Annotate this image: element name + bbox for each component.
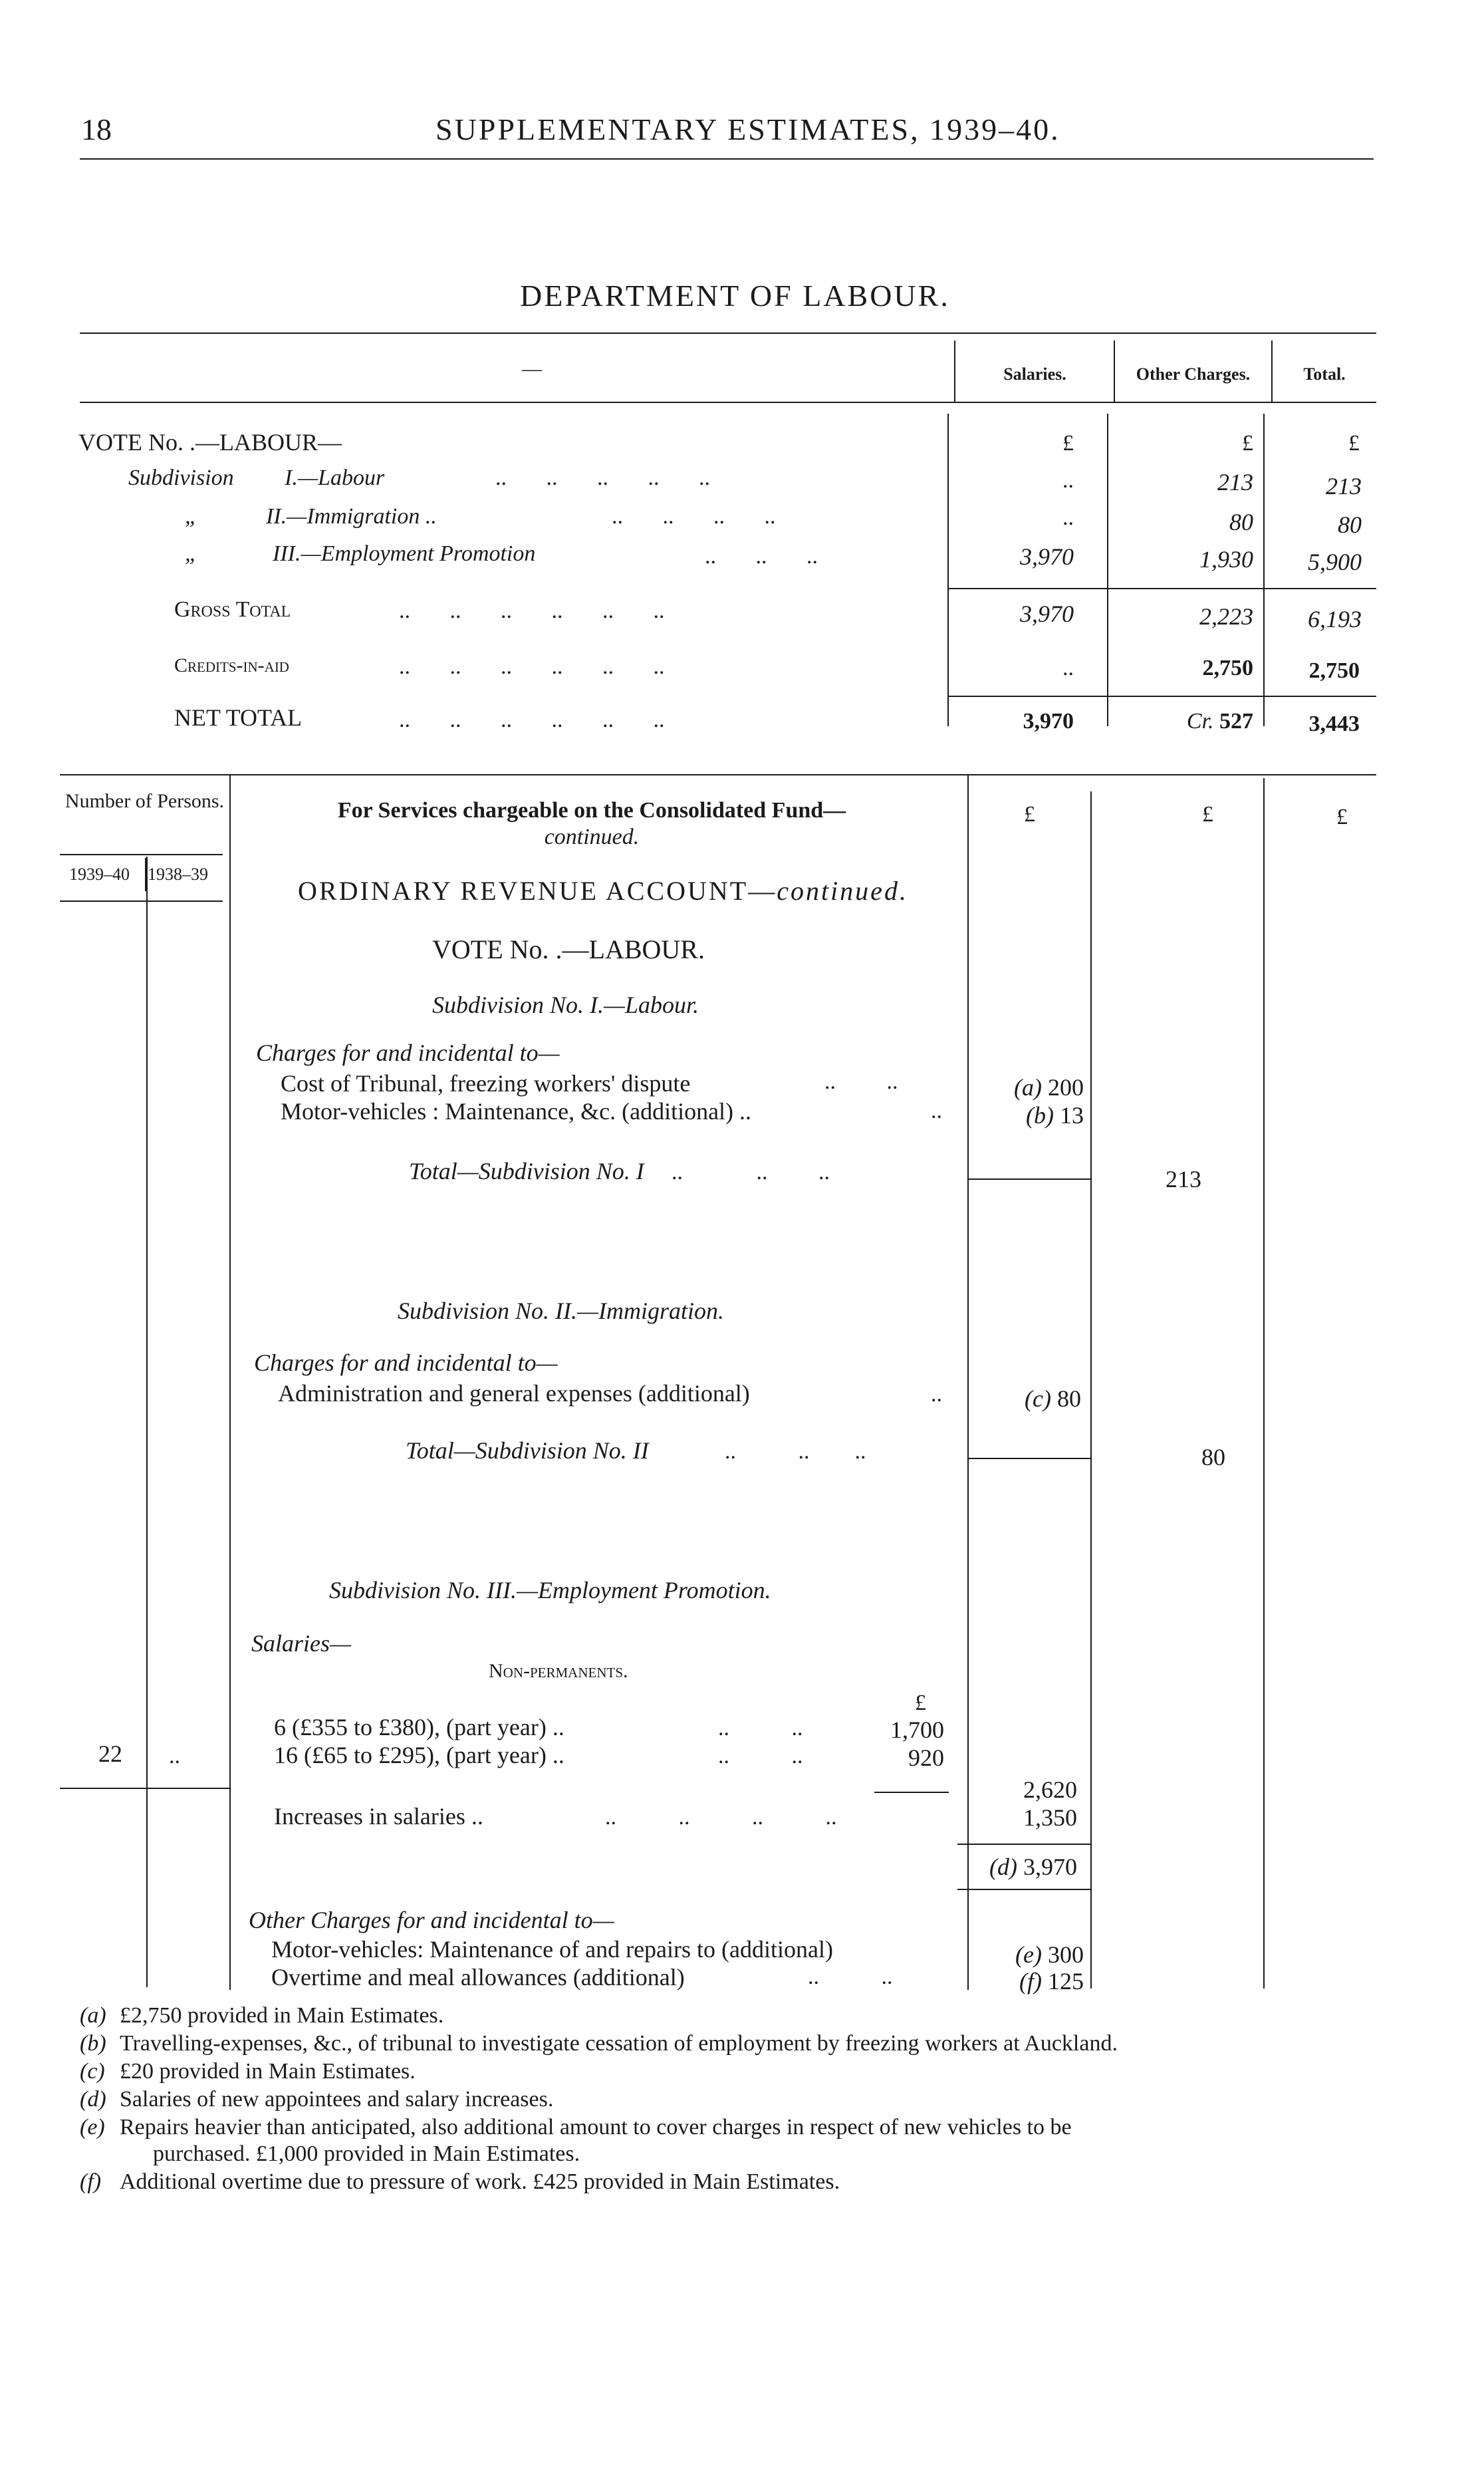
currency-symbol: £ bbox=[1242, 431, 1253, 456]
department-title: DEPARTMENT OF LABOUR. bbox=[520, 279, 950, 313]
summary-other-value: 213 bbox=[1217, 469, 1253, 495]
leader-dots: .. .. bbox=[808, 1965, 893, 1989]
summary-header-total: Total. bbox=[1303, 364, 1346, 384]
line-item-label: Cost of Tribunal, freezing workers' dispute bbox=[281, 1070, 691, 1097]
summary-vote-label: VOTE No. .—LABOUR— bbox=[78, 429, 342, 456]
currency-symbol: £ bbox=[1336, 805, 1348, 829]
gross-total-salaries: 3,970 bbox=[1020, 601, 1074, 627]
net-total-other-prefix: Cr. bbox=[1186, 709, 1214, 734]
non-permanents-heading: Non-permanents. bbox=[489, 1660, 628, 1682]
summary-header-blank: — bbox=[522, 358, 542, 380]
detail-top-rule bbox=[60, 774, 1376, 775]
net-total-label: NET TOTAL bbox=[174, 704, 303, 731]
gross-total-label: Gross Total bbox=[174, 597, 291, 622]
leader-dots: .. bbox=[931, 1099, 942, 1123]
footnote-mark: (d) bbox=[80, 2087, 106, 2112]
net-total-total: 3,443 bbox=[1308, 712, 1360, 736]
subdivision-2-heading: Subdivision No. II.—Immigration. bbox=[398, 1298, 724, 1324]
salary-line-label: 16 (£65 to £295), (part year) .. bbox=[274, 1742, 564, 1768]
summary-top-rule bbox=[80, 333, 1376, 334]
salaries-subtotal: 2,620 bbox=[1023, 1776, 1077, 1803]
footnote-mark: (a) bbox=[80, 2003, 106, 2028]
credits-in-aid-salaries: .. bbox=[1062, 656, 1074, 680]
line-item-label: Motor-vehicles: Maintenance of and repairs to (additional) bbox=[271, 1936, 833, 1963]
leader-dots: .. bbox=[931, 1382, 942, 1407]
line-item-amount: (c) 80 bbox=[1025, 1385, 1081, 1412]
year-column-1938: 1938–39 bbox=[148, 865, 208, 884]
account-heading: ORDINARY REVENUE ACCOUNT—continued. bbox=[298, 876, 908, 906]
services-heading-cont: continued. bbox=[544, 825, 640, 849]
summary-row-prefix: Subdivision bbox=[128, 466, 234, 490]
line-item-label: Administration and general expenses (additional) bbox=[278, 1380, 750, 1407]
footnote-mark: (e) bbox=[80, 2115, 105, 2139]
currency-symbol: £ bbox=[1062, 431, 1074, 456]
line-item-amount: (f) 125 bbox=[1019, 1968, 1084, 1995]
footnote-text: £20 provided in Main Estimates. bbox=[120, 2059, 416, 2084]
net-total-other-value: 527 bbox=[1219, 709, 1253, 734]
footnote-text: Travelling-expenses, &c., of tribunal to investigate cessation of employment by freezing workers at Auckland. bbox=[120, 2031, 1118, 2056]
credits-in-aid-total: 2,750 bbox=[1308, 658, 1360, 683]
footnote-mark: (c) bbox=[80, 2059, 105, 2084]
footnote-text: Repairs heavier than anticipated, also additional amount to cover charges in respect of new vehicles to be bbox=[120, 2115, 1072, 2139]
salary-line-amount: 1,700 bbox=[890, 1717, 944, 1743]
leader-dots: .. .. .. .. .. .. bbox=[399, 599, 665, 623]
leader-dots: .. .. .. .. bbox=[605, 1805, 837, 1830]
footnote-mark: (f) bbox=[80, 2169, 102, 2194]
persons-count-1939: 22 bbox=[98, 1740, 122, 1767]
summary-row-label: II.—Immigration .. bbox=[266, 504, 437, 529]
persons-header: Number of Persons. bbox=[64, 790, 225, 812]
summary-header-rule bbox=[80, 402, 1376, 403]
subdivision-total-amount: 80 bbox=[1201, 1444, 1225, 1470]
persons-count-1938: .. bbox=[169, 1744, 180, 1768]
other-charges-heading: Other Charges for and incidental to— bbox=[249, 1907, 614, 1933]
leader-dots: .. .. bbox=[718, 1744, 803, 1768]
footnote-text: Additional overtime due to pressure of work. £425 provided in Main Estimates. bbox=[120, 2169, 840, 2194]
summary-other-value: 1,930 bbox=[1199, 546, 1253, 573]
salary-line-label: 6 (£355 to £380), (part year) .. bbox=[274, 1714, 564, 1740]
leader-dots: .. .. bbox=[824, 1069, 898, 1094]
line-item-label: Motor-vehicles : Maintenance, &c. (additional) .. bbox=[281, 1098, 752, 1125]
leader-dots: .. .. .. bbox=[725, 1439, 866, 1464]
summary-row-label: III.—Employment Promotion bbox=[273, 541, 536, 566]
currency-symbol: £ bbox=[1024, 802, 1035, 827]
summary-row-prefix: „ bbox=[185, 541, 197, 566]
page-number: 18 bbox=[81, 112, 112, 146]
line-item-amount: (e) 300 bbox=[1015, 1941, 1084, 1968]
leader-dots: .. .. .. bbox=[705, 544, 818, 569]
subdivision-total-label: Total—Subdivision No. I bbox=[409, 1158, 644, 1184]
net-total-salaries: 3,970 bbox=[1023, 709, 1074, 734]
footnote-text-cont: purchased. £1,000 provided in Main Estimates. bbox=[153, 2141, 580, 2166]
increases-label: Increases in salaries .. bbox=[274, 1803, 483, 1830]
line-item-amount: (a) 200 bbox=[1014, 1074, 1084, 1101]
summary-other-value: 80 bbox=[1229, 509, 1253, 535]
leader-dots: .. .. bbox=[718, 1716, 803, 1740]
line-item-label: Overtime and meal allowances (additional) bbox=[271, 1964, 685, 1991]
charges-heading: Charges for and incidental to— bbox=[256, 1039, 560, 1066]
salaries-total: (d) 3,970 bbox=[989, 1854, 1077, 1880]
summary-header-other: Other Charges. bbox=[1136, 364, 1251, 384]
running-title: SUPPLEMENTARY ESTIMATES, 1939–40. bbox=[435, 112, 1060, 146]
summary-total-value: 5,900 bbox=[1308, 549, 1362, 575]
subdivision-total-amount: 213 bbox=[1166, 1166, 1201, 1192]
summary-salaries-value: 3,970 bbox=[1020, 543, 1074, 570]
footnote-mark: (b) bbox=[80, 2031, 106, 2056]
leader-dots: .. .. .. .. .. bbox=[495, 466, 710, 490]
currency-symbol: £ bbox=[1202, 802, 1213, 827]
currency-symbol: £ bbox=[1348, 431, 1360, 456]
salary-line-amount: 920 bbox=[908, 1744, 944, 1771]
services-heading: For Services chargeable on the Consolidated Fund— bbox=[337, 798, 846, 823]
summary-total-value: 213 bbox=[1326, 473, 1362, 499]
subdivision-3-heading: Subdivision No. III.—Employment Promotion. bbox=[329, 1577, 771, 1603]
footnote-text: £2,750 provided in Main Estimates. bbox=[120, 2003, 444, 2028]
footnote-text: Salaries of new appointees and salary increases. bbox=[120, 2087, 554, 2112]
salaries-heading: Salaries— bbox=[251, 1630, 352, 1657]
subdivision-total-label: Total—Subdivision No. II bbox=[406, 1437, 649, 1464]
leader-dots: .. .. .. .. .. .. bbox=[399, 654, 665, 679]
gross-total-other: 2,223 bbox=[1199, 603, 1253, 630]
increases-amount: 1,350 bbox=[1023, 1804, 1077, 1831]
summary-row-label: I.—Labour bbox=[285, 466, 385, 490]
vote-heading: VOTE No. .—LABOUR. bbox=[432, 934, 705, 964]
summary-row-prefix: „ bbox=[185, 504, 197, 529]
year-column-1939: 1939–40 bbox=[69, 865, 130, 884]
summary-salaries-value: .. bbox=[1062, 505, 1074, 530]
leader-dots: .. .. .. bbox=[672, 1160, 830, 1184]
charges-heading: Charges for and incidental to— bbox=[254, 1349, 558, 1376]
leader-dots: .. .. .. .. bbox=[612, 504, 776, 529]
summary-total-value: 80 bbox=[1338, 511, 1362, 538]
subdivision-1-heading: Subdivision No. I.—Labour. bbox=[432, 992, 699, 1018]
leader-dots: .. .. .. .. .. .. bbox=[399, 708, 665, 732]
header-rule bbox=[80, 158, 1374, 160]
gross-total-total: 6,193 bbox=[1308, 606, 1362, 632]
summary-header-salaries: Salaries. bbox=[1003, 364, 1066, 384]
summary-salaries-value: .. bbox=[1062, 468, 1074, 493]
credits-in-aid-label: Credits-in-aid bbox=[174, 654, 289, 676]
currency-symbol: £ bbox=[915, 1691, 926, 1715]
credits-in-aid-other: 2,750 bbox=[1202, 656, 1253, 680]
line-item-amount: (b) 13 bbox=[1026, 1102, 1084, 1129]
net-total-other bbox=[1114, 709, 1253, 734]
